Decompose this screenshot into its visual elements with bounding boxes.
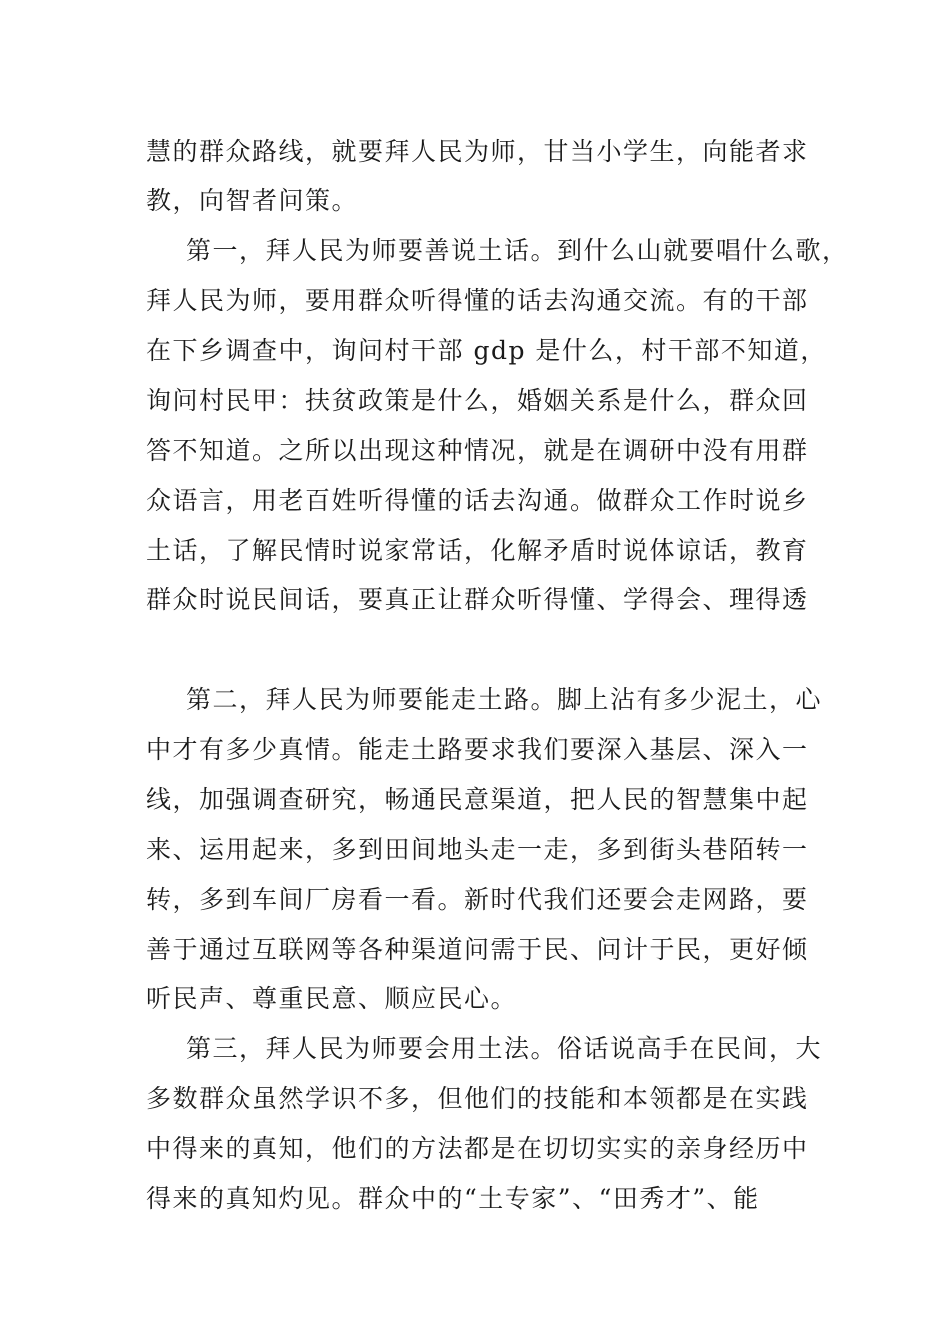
text-line: 慧的群众路线，就要拜人民为师，甘当小学生，向能者求 [146,137,809,166]
text-line: 中才有多少真情。能走土路要求我们要深入基层、深入一 [146,735,809,764]
text-line: 群众时说民间话，要真正让群众听得懂、学得会、理得透 [146,585,809,614]
text-line: 在下乡调查中，询问村干部 gdp 是什么，村干部不知道， [146,336,827,365]
text-line: 善于通过互联网等各种渠道问需于民、问计于民，更好倾 [146,935,809,964]
text-line: 答不知道。之所以出现这种情况，就是在调研中没有用群 [146,436,809,465]
text-line: 众语言，用老百姓听得懂的话去沟通。做群众工作时说乡 [146,486,809,515]
text-line: 多数群众虽然学识不多，但他们的技能和本领都是在实践 [146,1084,809,1113]
text-line: 教，向智者问策。 [146,186,359,215]
text-line: 得来的真知灼见。群众中的“土专家”、“田秀才”、能 [146,1184,760,1213]
paragraph-first-line: 第三，拜人民为师要会用土法。俗话说高手在民间，大 [186,1034,823,1063]
text-line: 拜人民为师，要用群众听得懂的话去沟通交流。有的干部 [146,286,809,315]
text-line: 线，加强调查研究，畅通民意渠道，把人民的智慧集中起 [146,785,809,814]
text-line: 来、运用起来，多到田间地头走一走，多到街头巷陌转一 [146,835,809,864]
text-line: 询问村民甲：扶贫政策是什么，婚姻关系是什么，群众回 [146,386,809,415]
paragraph-first-line: 第一，拜人民为师要善说土话。到什么山就要唱什么歌， [186,236,849,265]
text-line: 中得来的真知，他们的方法都是在切切实实的亲身经历中 [146,1134,809,1163]
text-line: 土话，了解民情时说家常话，化解矛盾时说体谅话，教育 [146,536,809,565]
text-line: 听民声、尊重民意、顺应民心。 [146,984,518,1013]
paragraph-first-line: 第二，拜人民为师要能走土路。脚上沾有多少泥土，心 [186,685,823,714]
text-line: 转，多到车间厂房看一看。新时代我们还要会走网路，要 [146,885,809,914]
